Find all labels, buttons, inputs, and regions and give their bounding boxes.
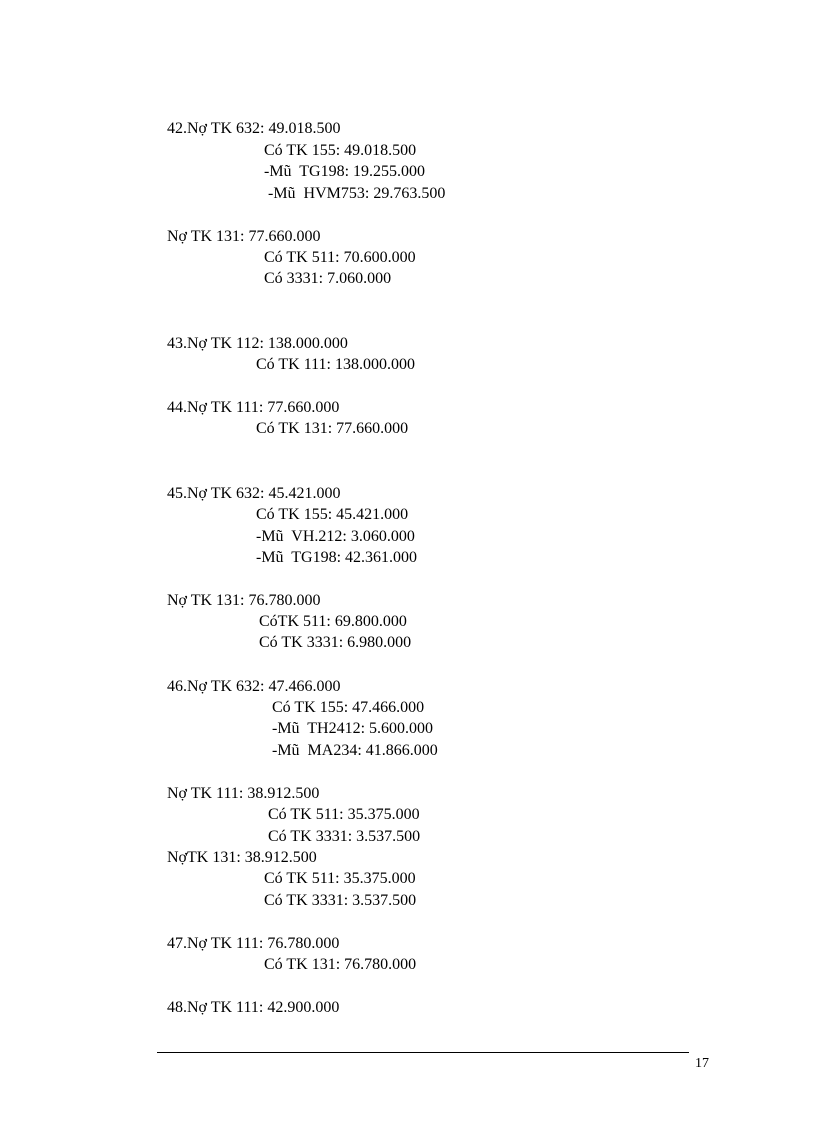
entry-line: NợTK 131: 38.912.500: [167, 849, 317, 866]
entry-line: Nợ TK 111: 38.912.500: [167, 785, 320, 802]
entry-line: Nợ TK 131: 77.660.000: [167, 228, 321, 245]
entry-line: -Mũ TH2412: 5.600.000: [272, 720, 434, 737]
entry-line: Có TK 511: 70.600.000: [264, 249, 416, 266]
entry-line: 43.Nợ TK 112: 138.000.000: [167, 335, 348, 352]
entry-line: Có TK 111: 138.000.000: [256, 356, 415, 373]
entry-line: 48.Nợ TK 111: 42.900.000: [167, 999, 340, 1016]
entry-line: Nợ TK 131: 76.780.000: [167, 592, 321, 609]
entry-line: Có TK 155: 47.466.000: [272, 699, 425, 716]
entry-line: Có TK 155: 45.421.000: [256, 506, 409, 523]
entry-line: Có TK 131: 76.780.000: [264, 956, 417, 973]
entry-line: 44.Nợ TK 111: 77.660.000: [167, 399, 340, 416]
entry-line: Có TK 511: 35.375.000: [268, 806, 420, 823]
entry-line: 47.Nợ TK 111: 76.780.000: [167, 935, 340, 952]
entry-line: -Mũ HVM753: 29.763.500: [268, 185, 446, 202]
entry-line: Có TK 3331: 3.537.500: [264, 892, 417, 909]
entry-line: Có TK 511: 35.375.000: [264, 870, 416, 887]
entry-line: -Mũ TG198: 19.255.000: [264, 163, 426, 180]
entry-line: Có TK 3331: 6.980.000: [259, 634, 412, 651]
entry-line: Có TK 3331: 3.537.500: [268, 828, 421, 845]
entry-line: -Mũ MA234: 41.866.000: [272, 742, 438, 759]
page-number: 17: [695, 1056, 709, 1071]
footer-divider: [157, 1052, 689, 1053]
entry-line: Có TK 131: 77.660.000: [256, 420, 409, 437]
entry-line: Có TK 155: 49.018.500: [264, 142, 417, 159]
entry-line: 42.Nợ TK 632: 49.018.500: [167, 120, 341, 137]
entry-line: -Mũ TG198: 42.361.000: [256, 549, 418, 566]
entry-line: CóTK 511: 69.800.000: [259, 613, 407, 630]
entry-line: -Mũ VH.212: 3.060.000: [256, 528, 415, 545]
entry-line: Có 3331: 7.060.000: [264, 270, 392, 287]
entry-line: 45.Nợ TK 632: 45.421.000: [167, 485, 341, 502]
entry-line: 46.Nợ TK 632: 47.466.000: [167, 678, 341, 695]
